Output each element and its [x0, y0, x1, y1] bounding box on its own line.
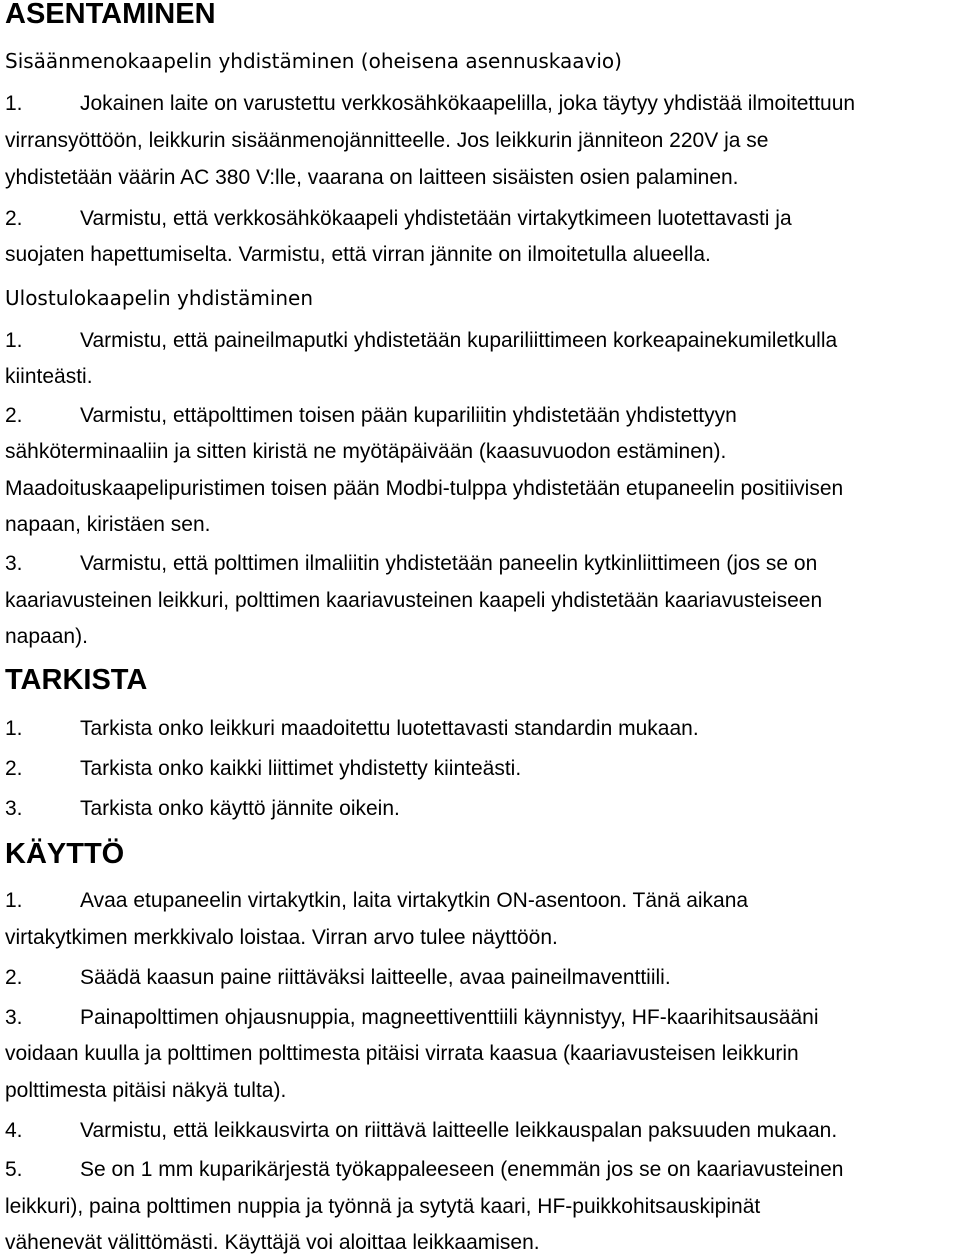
- item-number: 1.: [5, 329, 23, 352]
- item-number: 1.: [5, 889, 23, 912]
- item-number: 2.: [5, 757, 23, 780]
- item-text-continued: kaariavusteinen leikkuri, polttimen kaariavusteinen kaapeli yhdistetään kaariavusteiseen: [5, 589, 823, 612]
- item-text: Tarkista onko käyttö jännite oikein.: [80, 797, 400, 820]
- item-text-continued: yhdistetään väärin AC 380 V:lle, vaarana on laitteen sisäisten osien palaminen.: [5, 166, 739, 189]
- item-text-continued: napaan).: [5, 625, 88, 648]
- item-text: Se on 1 mm kuparikärjestä työkappaleeseen (enemmän jos se on kaariavusteinen: [80, 1158, 844, 1181]
- section-title-kaytto: KÄYTTÖ: [5, 838, 125, 870]
- item-number: 3.: [5, 797, 23, 820]
- item-number: 2.: [5, 966, 23, 989]
- item-text-continued: vähenevät välittömästi. Käyttäjä voi aloittaa leikkaamisen.: [5, 1231, 540, 1254]
- item-number: 1.: [5, 92, 23, 115]
- list-item: [5, 796, 400, 822]
- list-item: [5, 206, 792, 232]
- item-number: 3.: [5, 552, 23, 575]
- item-text-continued: leikkuri), paina polttimen nuppia ja työnnä ja sytytä kaari, HF-puikkohitsauskipinät: [5, 1195, 761, 1218]
- item-number: 2.: [5, 404, 23, 427]
- item-text-continued: virtakytkimen merkkivalo loistaa. Virran arvo tulee näyttöön.: [5, 926, 558, 949]
- list-item: [5, 965, 671, 991]
- item-text-continued: napaan, kiristäen sen.: [5, 513, 211, 536]
- item-text: Varmistu, että verkkosähkökaapeli yhdistetään virtakytkimeen luotettavasti ja: [80, 207, 792, 230]
- item-text: Varmistu, että paineilmaputki yhdistetään kupariliittimeen korkeapainekumiletkulla: [80, 329, 838, 352]
- list-item: [5, 888, 748, 914]
- item-number: 2.: [5, 207, 23, 230]
- section-title-tarkista: TARKISTA: [5, 664, 148, 696]
- item-number: 3.: [5, 1006, 23, 1029]
- list-item: [5, 1118, 837, 1144]
- item-text: Varmistu, että polttimen ilmaliitin yhdistetään paneelin kytkinliittimeen (jos se on: [80, 552, 818, 575]
- item-text-continued: Maadoituskaapelipuristimen toisen pään Modbi-tulppa yhdistetään etupaneelin positiivisen: [5, 477, 844, 500]
- list-item: [5, 328, 837, 354]
- item-text: Jokainen laite on varustettu verkkosähkökaapelilla, joka täytyy yhdistää ilmoitettuun: [80, 92, 856, 115]
- item-text: Painapolttimen ohjausnuppia, magneettiventtiili käynnistyy, HF-kaarihitsausääni: [80, 1006, 819, 1029]
- list-item: [5, 716, 699, 742]
- item-number: 4.: [5, 1119, 23, 1142]
- item-text: Tarkista onko kaikki liittimet yhdistetty kiinteästi.: [80, 757, 522, 780]
- item-number: 1.: [5, 717, 23, 740]
- item-text-continued: sähköterminaaliin ja sitten kiristä ne myötäpäivään (kaasuvuodon estäminen).: [5, 440, 727, 463]
- item-text: Avaa etupaneelin virtakytkin, laita virtakytkin ON-asentoon. Tänä aikana: [80, 889, 749, 912]
- item-text: Varmistu, ettäpolttimen toisen pään kupariliitin yhdistetään yhdistettyyn: [80, 404, 737, 427]
- item-text: Säädä kaasun paine riittäväksi laitteelle, avaa paineilmaventtiili.: [80, 966, 671, 989]
- item-text-continued: virransyöttöön, leikkurin sisäänmenojännitteelle. Jos leikkurin jänniteon 220V ja se: [5, 129, 769, 152]
- list-item: [5, 756, 521, 782]
- list-item: [5, 1005, 819, 1031]
- subsection-title-input-cable: Sisäänmenokaapelin yhdistäminen (oheisena asennuskaavio): [5, 49, 622, 73]
- section-title-asentaminen: ASENTAMINEN: [5, 0, 216, 30]
- item-text-continued: kiinteästi.: [5, 365, 93, 388]
- list-item: [5, 91, 855, 117]
- subsection-title-output-cable: Ulostulokaapelin yhdistäminen: [5, 286, 314, 310]
- list-item: [5, 403, 737, 429]
- item-text: Tarkista onko leikkuri maadoitettu luotettavasti standardin mukaan.: [80, 717, 699, 740]
- item-text-continued: voidaan kuulla ja polttimen polttimesta pitäisi virrata kaasua (kaariavusteisen leikkurin: [5, 1042, 799, 1065]
- list-item: [5, 551, 817, 577]
- item-text-continued: suojaten hapettumiselta. Varmistu, että virran jännite on ilmoitetulla alueella.: [5, 243, 711, 266]
- list-item: [5, 1157, 843, 1183]
- item-text-continued: polttimesta pitäisi näkyä tulta).: [5, 1079, 287, 1102]
- item-number: 5.: [5, 1158, 23, 1181]
- item-text: Varmistu, että leikkausvirta on riittävä laitteelle leikkauspalan paksuuden mukaan.: [80, 1119, 838, 1142]
